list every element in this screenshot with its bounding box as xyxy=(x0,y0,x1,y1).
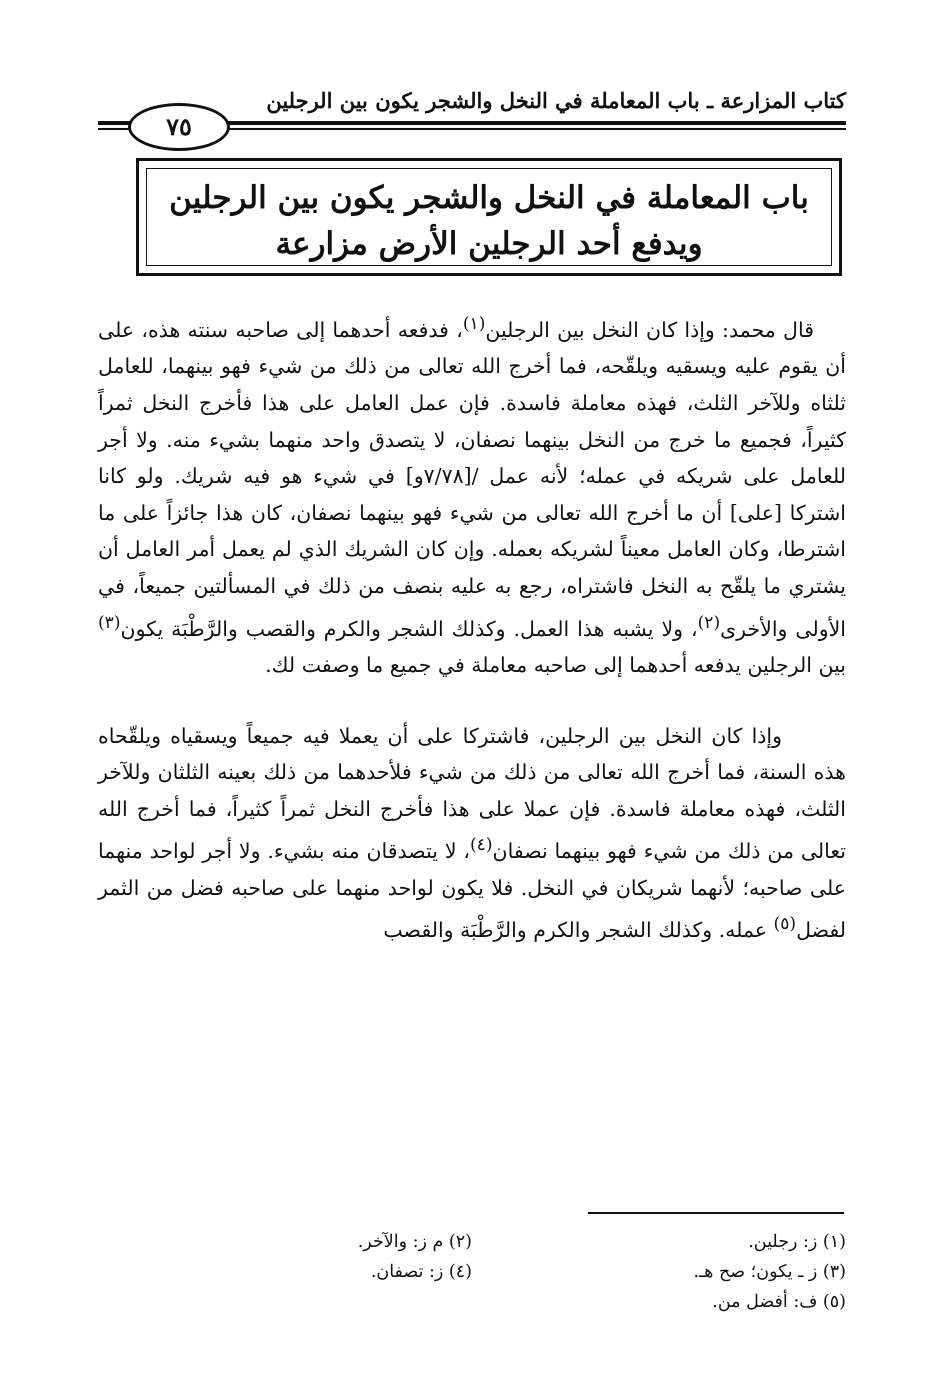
p1-text-a: قال محمد: وإذا كان النخل بين الرجلين xyxy=(485,317,814,342)
p2-text-b: ، لا يتصدقان منه بشيء. ولا أجر لواحد منهما على صاحبه؛ لأنهما شريكان في النخل. فلا يكون لواحد منهما على صاحبه فضل من الثمر لفضل xyxy=(98,839,846,943)
footnote-ref-1: (١) xyxy=(462,314,486,334)
chapter-title xyxy=(139,175,839,267)
p2-text-c: عمله. وكذلك الشجر والكرم والرَّطْبَة والقصب xyxy=(383,918,774,943)
footnote-2: (٢) م ز: والآخر. xyxy=(357,1232,472,1252)
footnote-5: (٥) ف: أفضل من. xyxy=(712,1292,846,1312)
footnote-rule xyxy=(588,1212,844,1214)
footnote-ref-2: (٢) xyxy=(697,612,721,633)
paragraph-1 xyxy=(98,306,846,684)
footnote-ref-3: (٣) xyxy=(98,612,121,633)
footnote-ref-4: (٤) xyxy=(470,835,493,856)
footnotes xyxy=(98,1227,846,1317)
footnote-3: (٣) ز ـ يكون؛ صح هـ. xyxy=(693,1262,846,1282)
p2-text-a: وإذا كان النخل بين الرجلين، فاشتركا على أن يعملا فيه جميعاً ويسقياه ويلقّحاه هذه السنة، فما أخرج الله تعالى من ذلك من شيء فلأحدهما من ذلك بعينه الثلثان وللآخر الثلث، فهذه معاملة فاسدة. فإن عملا على هذا فأخرج النخل ثمراً كثيراً، فما أخرج الله تعالى من ذلك من شيء فهو بينهما نصفان xyxy=(98,723,847,864)
page-number: ٧٥ xyxy=(128,103,230,151)
p1-text-d: بين الرجلين يدفعه أحدهما إلى صاحبه معاملة في جميع ما وصفت لك. xyxy=(265,653,846,677)
chapter-title-line2: ويدفع أحد الرجلين الأرض مزارعة xyxy=(275,226,703,262)
footnote-ref-5: (٥) xyxy=(773,914,797,935)
footnote-row xyxy=(98,1257,846,1287)
chapter-title-line1: باب المعاملة في النخل والشجر يكون بين الرجلين xyxy=(169,180,809,216)
chapter-title-frame xyxy=(136,158,842,276)
body-text xyxy=(98,306,846,949)
running-header: كتاب المزارعة ـ باب المعاملة في النخل والشجر يكون بين الرجلين xyxy=(266,88,846,113)
footnote-row xyxy=(98,1227,846,1257)
p1-text-c: ، ولا يشبه هذا العمل. وكذلك الشجر والكرم والقصب والرَّطْبَة يكون xyxy=(120,616,698,641)
footnote-row xyxy=(98,1287,846,1317)
paragraph-2 xyxy=(98,718,846,949)
p1-text-b: ، فدفعه أحدهما إلى صاحبه سنته هذه، على أن يقوم عليه ويسقيه ويلقّحه، فما أخرج الله تعالى من ذلك من شيء فهو بينهما، للعامل ثلثاه وللآخر الثلث، فهذه معاملة فاسدة. فإن عمل العامل على هذا فأخرج النخل ثمراً كثيراً، فجميع ما خرج من النخل بينهما نصفان، لا يتصدق واحد منهما بشيء منه. ولا أجر للعامل على شريكه في عمله؛ لأنه عمل /[٧/٧٨و] في شيء هو فيه شريك. ولو كانا اشتركا [على] أن ما أخرج الله تعالى من شيء فهو بينهما نصفان، كان هذا جائزاً على ما اشترطا، وكان العامل معيناً لشريكه بعمله. وإن كان الشريك الذي لم يعمل أمر العامل أن يشتري ما يلقّح به النخل فاشتراه، رجع به عليه بنصف من ذلك في المسألتين جميعاً، في الأولى والأخرى xyxy=(98,317,846,641)
footnote-1: (١) ز: رجلين. xyxy=(748,1232,846,1252)
footnote-4: (٤) ز: تصفان. xyxy=(370,1262,472,1282)
